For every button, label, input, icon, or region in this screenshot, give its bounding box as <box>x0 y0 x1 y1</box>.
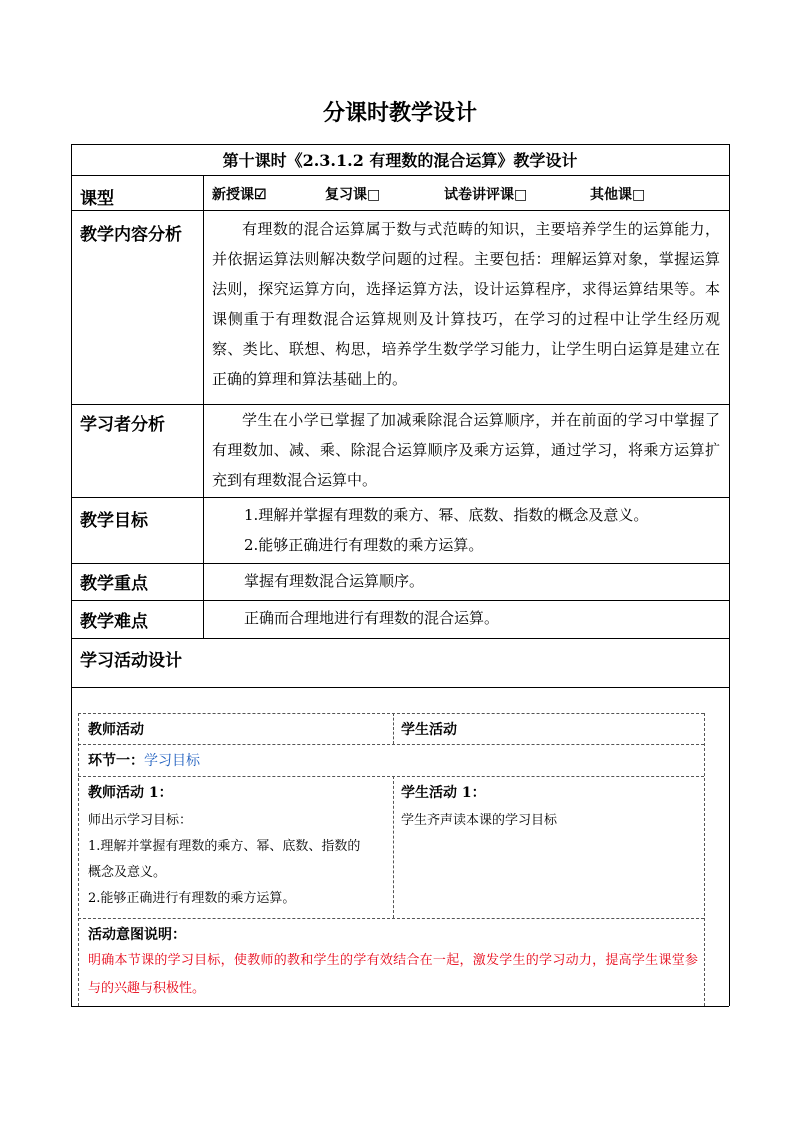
activity-design-label: 学习活动设计 <box>80 651 182 671</box>
intent-label: 活动意图说明： <box>88 927 186 943</box>
lesson-type-new[interactable]: 新授课☑ <box>212 187 267 203</box>
teaching-goal-1: 1.理解并掌握有理数的乘方、幂、底数、指数的概念及意义。 <box>244 506 649 524</box>
teacher-activity-header: 教师活动 <box>88 722 144 738</box>
lesson-type-review[interactable]: 复习课□ <box>325 187 381 203</box>
learner-analysis-text: 学生在小学已掌握了加减乘除混合运算顺序，并在前面的学习中掌握了有理数加、减、乘、除混合运算顺序及乘方运算，通过学习，将乘方运算扩充到有理数混合运算中。 <box>212 411 720 489</box>
teacher-activity-line-4: 2.能够正确进行有理数的乘方运算。 <box>88 891 296 906</box>
lesson-type-label: 课型 <box>80 189 114 209</box>
stage-name: 学习目标 <box>144 753 200 769</box>
stage-heading <box>88 750 200 770</box>
page-title: 分课时教学设计 <box>322 100 477 126</box>
student-activity-title: 学生活动 1： <box>401 785 486 801</box>
teaching-goal-2: 2.能够正确进行有理数的乘方运算。 <box>244 536 484 554</box>
teacher-activity-line-1: 师出示学习目标： <box>88 813 193 828</box>
teacher-activity-line-2: 1.理解并掌握有理数的乘方、幂、底数、指数的 <box>88 839 361 854</box>
student-activity-text: 学生齐声读本课的学习目标 <box>401 813 558 828</box>
content-analysis-text: 有理数的混合运算属于数与式范畴的知识，主要培养学生的运算能力，并依据运算法则解决数学问题的过程。主要包括：理解运算对象，掌握运算法则，探究运算方向，选择运算方法，设计运算程序，求得运算结果等。本课侧重于有理数混合运算规则及计算技巧，在学习的过程中让学生经历观察、类比、联想、构思，培养学生数学学习能力，让学生明白运算是建立在正确的算理和算法基础上的。 <box>212 220 720 388</box>
difficulty-label: 教学难点 <box>80 612 148 632</box>
lesson-type-exam-review[interactable]: 试卷讲评课□ <box>444 187 528 203</box>
student-activity-header: 学生活动 <box>401 722 457 738</box>
lesson-title: 第十课时《2.3.1.2 有理数的混合运算》教学设计 <box>222 151 578 170</box>
teaching-goals-label: 教学目标 <box>80 511 148 531</box>
stage-prefix: 环节一： <box>88 753 144 769</box>
key-point-text: 掌握有理数混合运算顺序。 <box>244 572 425 590</box>
learner-analysis-label: 学习者分析 <box>80 415 165 435</box>
difficulty-text: 正确而合理地进行有理数的混合运算。 <box>244 609 500 627</box>
lesson-type-other[interactable]: 其他课□ <box>590 187 646 203</box>
key-point-label: 教学重点 <box>80 574 148 594</box>
teacher-activity-line-3: 概念及意义。 <box>88 865 167 880</box>
intent-text: 明确本节课的学习目标，使教师的教和学生的学有效结合在一起，激发学生的学习动力，提高学生课堂参与的兴趣与积极性。 <box>88 953 698 996</box>
content-analysis-label: 教学内容分析 <box>80 225 182 245</box>
teacher-activity-title: 教师活动 1： <box>88 785 173 801</box>
